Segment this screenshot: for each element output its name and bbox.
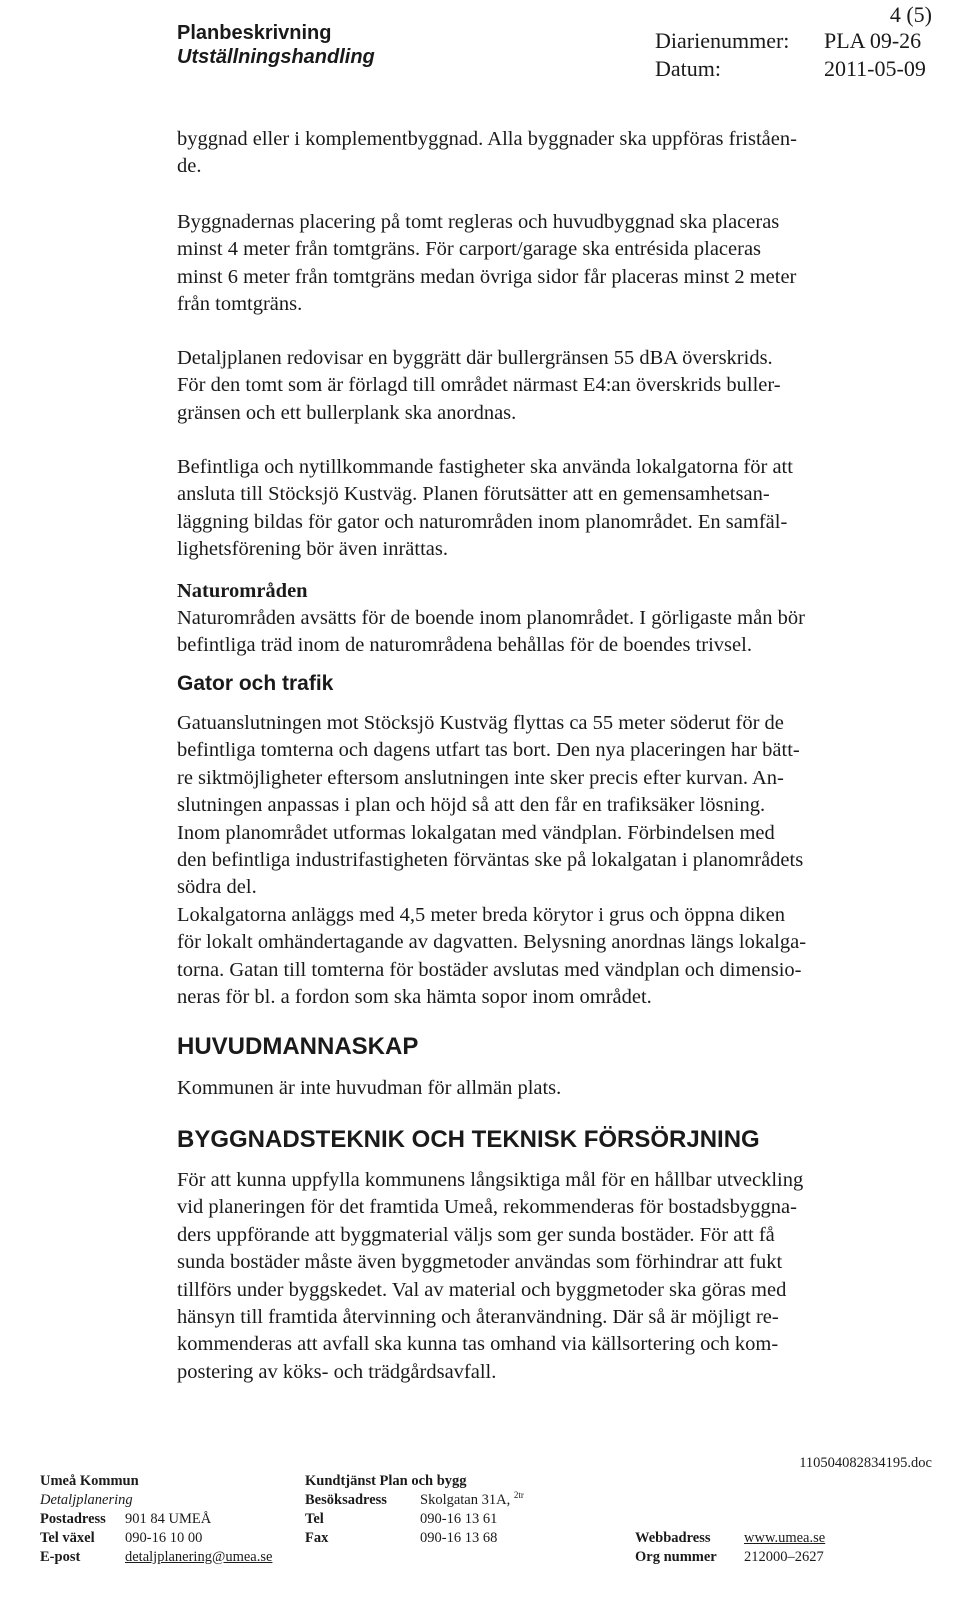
orgnummer-value: 212000–2627: [744, 1549, 824, 1565]
document-title: Planbeskrivning: [177, 22, 332, 44]
datum-label: Datum:: [655, 56, 721, 81]
paragraph-7: Kommunen är inte huvudman för allmän plats.: [177, 1077, 562, 1099]
page-number: 4 (5): [889, 2, 932, 27]
fax-value: 090-16 13 68: [420, 1530, 498, 1546]
webbadress-label: Webbadress: [635, 1530, 711, 1546]
tel-label: Tel: [305, 1511, 324, 1527]
footer-kundtjanst: Kundtjänst Plan och bygg: [305, 1473, 467, 1489]
webbadress-link[interactable]: www.umea.se: [744, 1530, 826, 1546]
telvaxel-value: 090-16 10 00: [125, 1530, 203, 1546]
paragraph-3: Detaljplanen redovisar en byggrätt där bullergränsen 55 dBA överskrids. För den tomt som är förlagd till området närmast E4:an överskrids buller- gränsen och ett bullerplank ska anordnas.: [177, 347, 781, 424]
document-status: Utställningshandling: [177, 46, 375, 68]
postadress-label: Postadress: [40, 1511, 106, 1527]
telvaxel-label: Tel växel: [40, 1530, 95, 1546]
orgnummer-label: Org nummer: [635, 1549, 717, 1565]
paragraph-6: Gatuanslutningen mot Stöcksjö Kustväg flyttas ca 55 meter söderut för de befintliga tomterna och dagens utfart tas bort. Den nya placeringen har bätt- re siktmöjligheter eftersom anslutningen inte sker precis efter kurvan. An- slutningen anpassas i plan och höjd så att den får en trafiksäker lösning. Inom planområdet utformas lokalgatan med vändplan. Förbindelsen med den befintliga industrifastigheten förväntas ske på lokalgatan i planområdets södra del. Lokalgatorna anläggs med 4,5 meter breda körytor i grus och öppna diken för lokalt omhändertagande av dagvatten. Belysning anordnas längs lokalga- torna. Gatan till tomterna för bostäder avslutas med vändplan och dimensio- neras för bl. a fordon som ska hämta sopor inom området.: [177, 712, 807, 1009]
besoksadress-label: Besöksadress: [305, 1492, 387, 1508]
paragraph-4: Befintliga och nytillkommande fastigheter ska använda lokalgatorna för att ansluta till Stöcksjö Kustväg. Planen förutsätter att en gemensamhetsan- läggning bildas för gator och naturområden inom planområdet. En samfäl- lighetsförening bör även inrättas.: [177, 456, 793, 561]
heading-naturomraden: Naturområden: [177, 580, 308, 602]
fax-label: Fax: [305, 1530, 329, 1546]
paragraph-5: Naturområden avsätts för de boende inom planområdet. I görligaste mån bör befintliga träd inom de naturområdena behållas för de boendes trivsel.: [177, 607, 805, 657]
paragraph-8: För att kunna uppfylla kommunens långsiktiga mål för en hållbar utveckling vid planeringen för det framtida Umeå, rekommenderas för bostadsbyggna- ders uppförande att byggmaterial väljs som ger sunda bostäder. För att få sunda bostäder måste även byggmetoder användas som förhindrar att fukt tillförs under byggskedet. Val av material och byggmetoder ska göras med hänsyn till framtida återvinning och återanvändning. Där så är möjligt re- kommenderas att avfall ska kunna tas omhand via källsortering och kom- postering av köks- och trädgårdsavfall.: [177, 1169, 804, 1383]
heading-huvudmannaskap: HUVUDMANNASKAP: [177, 1033, 419, 1060]
footer-org: Umeå Kommun: [40, 1473, 139, 1489]
heading-byggnadsteknik: BYGGNADSTEKNIK OCH TEKNISK FÖRSÖRJNING: [177, 1126, 760, 1153]
postadress-value: 901 84 UMEÅ: [125, 1511, 212, 1527]
document-filename: 110504082834195.doc: [799, 1455, 932, 1471]
paragraph-2: Byggnadernas placering på tomt regleras och huvudbyggnad ska placeras minst 4 meter från tomtgräns. För carport/garage ska entrésida placeras minst 6 meter från tomtgräns medan övriga sidor får placeras minst 2 meter från tomtgräns.: [177, 211, 797, 316]
tel-value: 090-16 13 61: [420, 1511, 498, 1527]
diarienummer-value: PLA 09-26: [824, 28, 922, 53]
footer-dept: Detaljplanering: [40, 1492, 133, 1508]
paragraph-1: byggnad eller i komplementbyggnad. Alla byggnader ska uppföras friståen- de.: [177, 128, 797, 178]
epost-label: E-post: [40, 1549, 81, 1565]
diarienummer-label: Diarienummer:: [655, 28, 790, 53]
besoksadress-value: Skolgatan 31A, $^{2tr}$: [420, 1490, 524, 1508]
datum-value: 2011-05-09: [824, 56, 926, 81]
heading-gator-och-trafik: Gator och trafik: [177, 672, 334, 695]
besoksadress-floor: 2tr: [513, 1490, 524, 1500]
epost-link[interactable]: detaljplanering@umea.se: [125, 1549, 273, 1565]
